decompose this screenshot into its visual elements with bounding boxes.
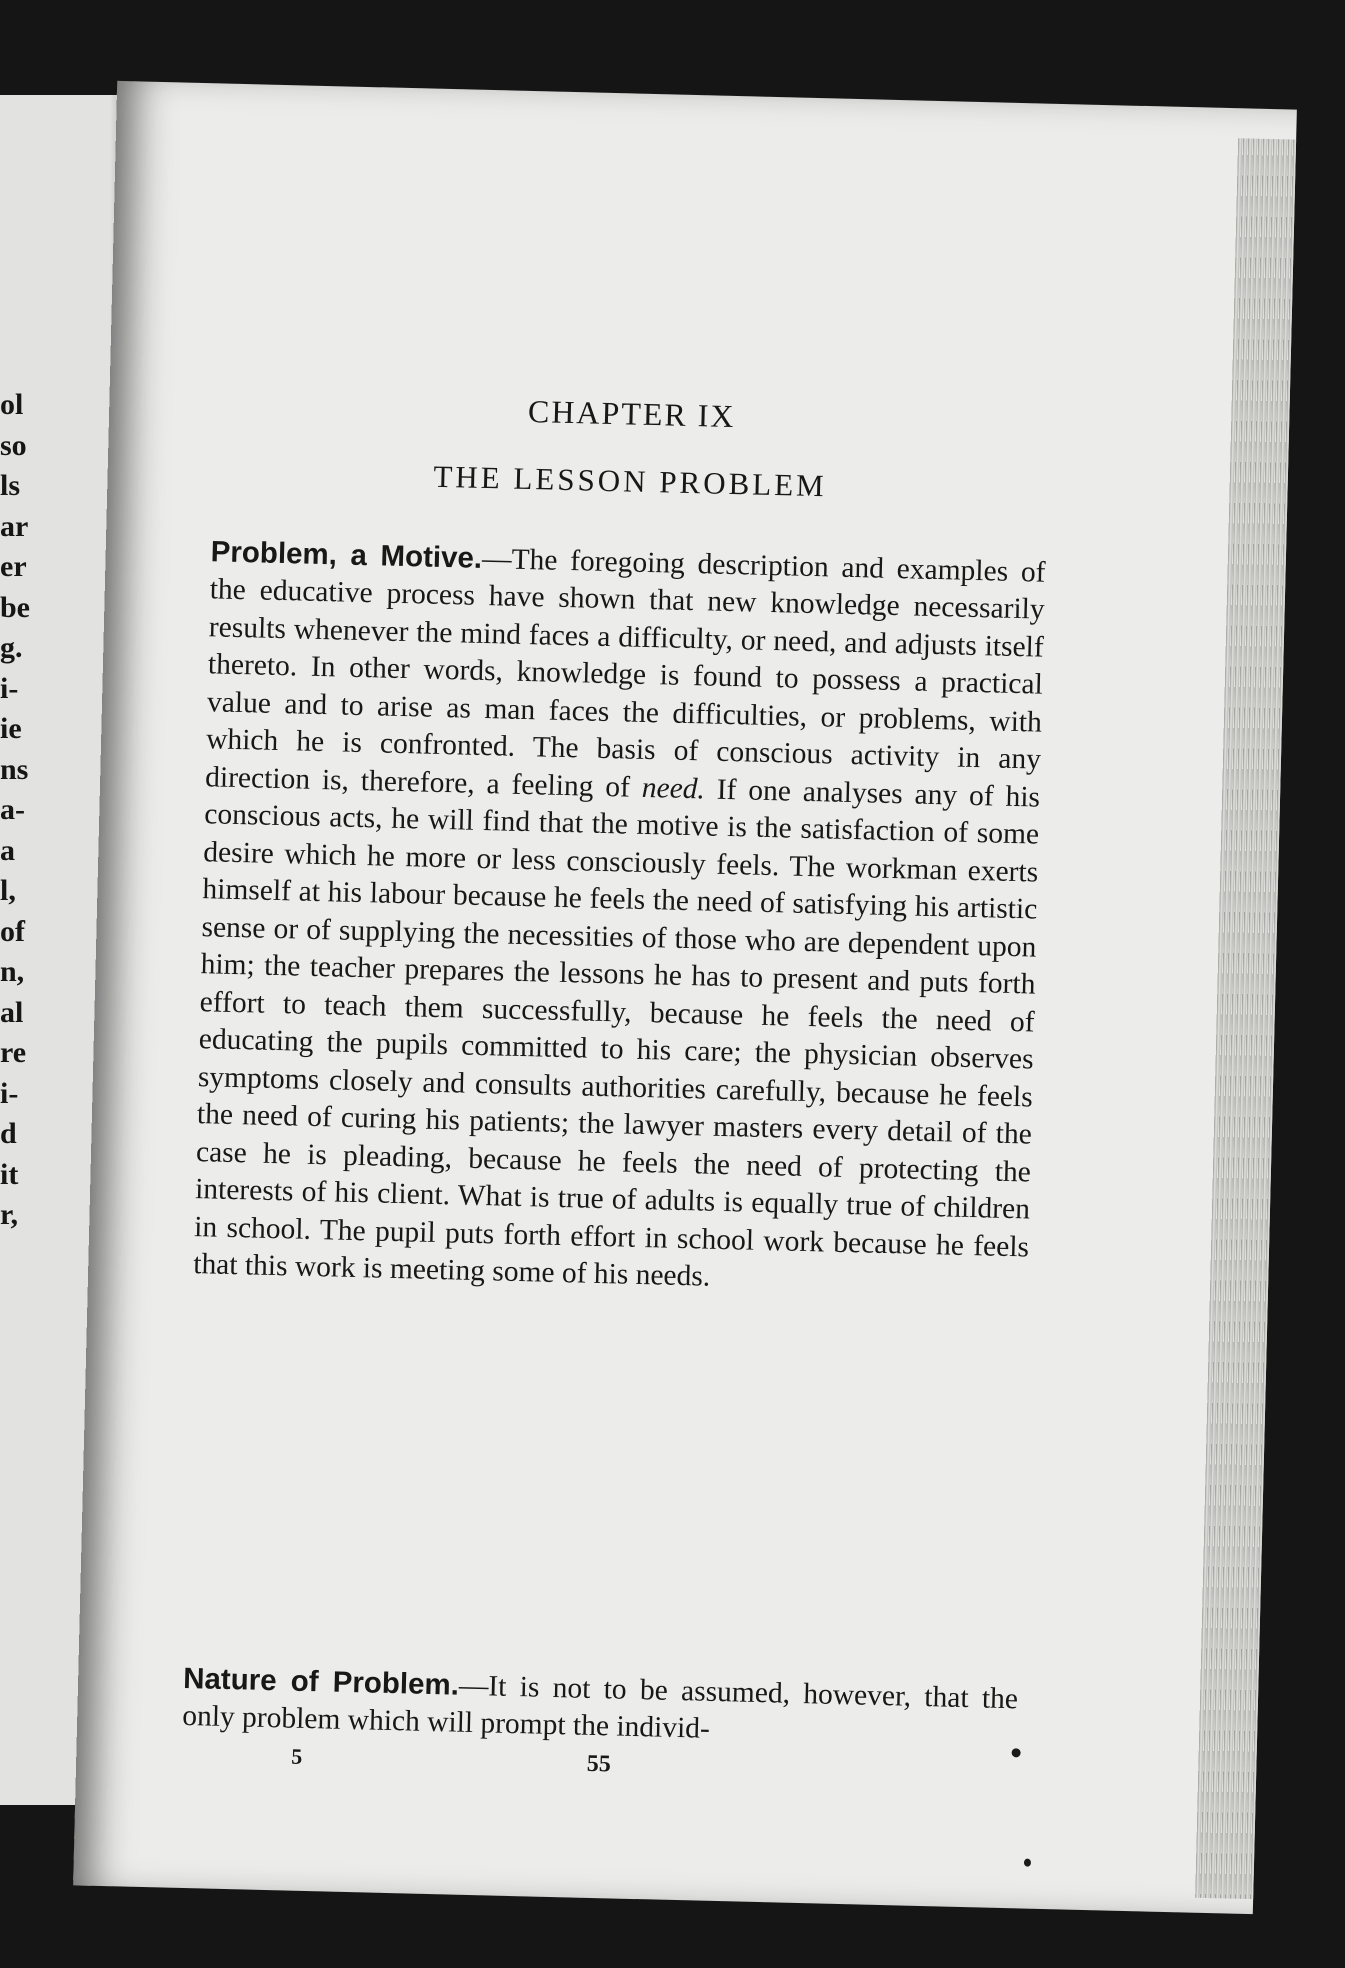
left-page-fragment: be — [0, 590, 30, 624]
left-page-fragment: al — [0, 995, 24, 1029]
left-page-fragment: g. — [0, 631, 23, 664]
left-page-fragment: l, — [0, 874, 16, 907]
page-edges — [1195, 138, 1296, 1899]
left-page-fragment: a — [0, 833, 15, 867]
emphasis-need: need. — [641, 771, 706, 805]
text-block — [181, 83, 1057, 1778]
left-page-fragment: of — [0, 914, 25, 948]
left-page-fragment: i- — [0, 1076, 19, 1110]
left-page-fragment: d — [0, 1117, 17, 1150]
left-page-fragment: so — [0, 428, 27, 462]
right-page-container — [73, 81, 1297, 1914]
ink-speck — [1024, 1859, 1031, 1867]
paragraph-problem-motive — [193, 533, 1046, 1304]
side-head-nature-of-problem: Nature of Problem. — [182, 1661, 460, 1702]
left-page-fragment: ls — [0, 469, 21, 502]
page-number: 55 — [586, 1750, 612, 1778]
left-page-fragment: ie — [0, 712, 22, 745]
chapter-title: THE LESSON PROBLEM — [433, 458, 828, 504]
signature-mark: 5 — [291, 1743, 303, 1769]
left-page-fragment: ar — [0, 509, 29, 543]
left-page-fragment: i- — [0, 671, 19, 705]
left-page-fragment: r, — [0, 1198, 19, 1231]
paragraph-text-continued: If one analyses any of his conscious acts, he will find that the motive is the satisfaction of some desire which he more or less consciously feels. The workman exerts himself at his labour because he feels the need of satisfying his artistic sense or of supplying the necessities of those who are dependent upon him; the teacher prepares the lessons he has to present and puts forth effort to teach them successfully, because he feels the need of educating the pupils committed to his care; the physician observes symptoms closely and consults authorities carefully, because he feels the need of curing his patients; the lawyer masters every detail of the case he is pleading, because he feels the need of protecting the interests of his client. What is true of adults is equally true of children in school. The pupil puts forth effort in school work because he feels that this work is meeting some of his needs. — [192, 772, 1041, 1293]
left-page-fragment: er — [0, 550, 27, 583]
paragraph-text: —It is not to be assumed, however, that the only problem which will prompt the individ- — [181, 1669, 1019, 1745]
ink-speck — [1012, 1748, 1021, 1757]
paragraph-nature-of-problem — [182, 1659, 1019, 1755]
left-page-fragment: it — [0, 1157, 19, 1191]
side-head-problem-motive: Problem, a Motive. — [210, 534, 483, 575]
left-page-fragment: ol — [0, 388, 24, 421]
left-page-fragment: re — [0, 1036, 27, 1069]
chapter-label: CHAPTER IX — [527, 392, 736, 435]
left-page-fragment: n, — [0, 955, 25, 988]
left-page-fragment: ns — [0, 752, 29, 786]
left-page-fragment: a- — [0, 793, 25, 826]
left-page-text-fragments — [0, 385, 40, 1236]
right-page — [73, 81, 1297, 1914]
paragraph-text: —The foregoing description and examples of the educative process have shown that new knowledge necessarily results whenever the mind faces a difficulty, or need, and adjusts itself thereto. In other words, knowledge is found to possess a practical value and to arise as man faces the difficulties, or problems, with which he is confronted. The basis of conscious activity in any direction is, therefore, a feeling of — [204, 542, 1046, 804]
